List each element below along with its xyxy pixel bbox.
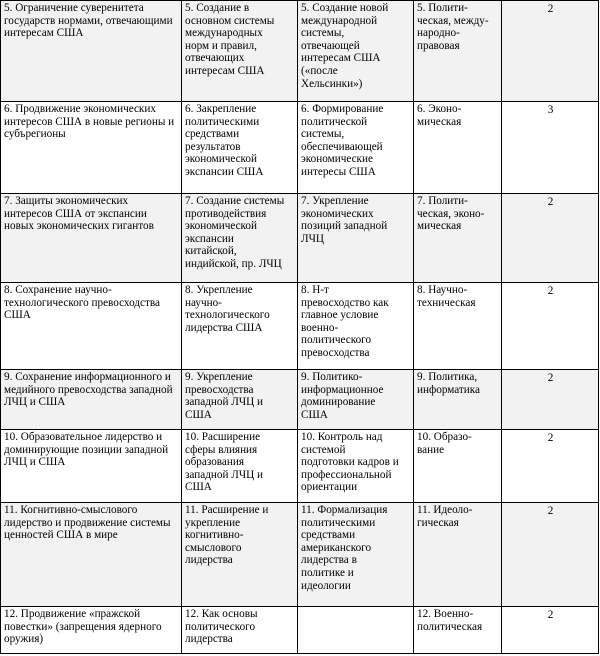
goal-cell: 8. Сохранение научно-технологического превосходства США — [1, 283, 182, 370]
task-cell: 6. Закрепление политическими средствами результатов экономической экспансии США — [182, 102, 298, 194]
goal-cell: 6. Продвижение экономических интересов США в новые регионы и субърегионы — [1, 102, 182, 194]
task-cell: 9. Укрепление превосходства западной ЛЧЦ и США — [182, 370, 298, 430]
priority-cell: 2 — [502, 194, 599, 283]
sphere-cell: 12. Военно- политическая — [414, 607, 502, 654]
sphere-cell: 10. Образо- вание — [414, 430, 502, 503]
sphere-cell: 11. Идеоло- гическая — [414, 503, 502, 607]
goal-cell: 5. Ограничение суверенитета государств нормами, отвечающими интересам США — [1, 1, 182, 102]
table-row — [1, 102, 599, 194]
priority-cell: 2 — [502, 607, 599, 654]
table-row — [1, 194, 599, 283]
means-cell: 11. Формализация политическими средствами американского лидерства в политике и идеологии — [298, 503, 414, 607]
priority-cell: 3 — [502, 102, 599, 194]
means-cell: 8. Н-т превосходство как главное условие военно- политического превосходства — [298, 283, 414, 370]
goal-cell: 10. Образовательное лидерство и доминирующие позиции западной ЛЧЦ и США — [1, 430, 182, 503]
task-cell: 11. Расширение и укрепление когнитивно- смыслового лидерства — [182, 503, 298, 607]
means-cell: 5. Создание новой международной системы, отвечающей интересам США («после Хельсинки») — [298, 1, 414, 102]
task-cell: 5. Создание в основном системы международных норм и правил, отвечающих интересам США — [182, 1, 298, 102]
sphere-cell: 9. Политика, информатика — [414, 370, 502, 430]
goal-cell: 9. Сохранение информационного и медийного превосходства западной ЛЧЦ и США — [1, 370, 182, 430]
sphere-cell: 7. Полити- ческая, эконо- мическая — [414, 194, 502, 283]
means-cell: 10. Контроль над системой подготовки кадров и профессиональной ориентации — [298, 430, 414, 503]
table-row — [1, 370, 599, 430]
task-cell: 7. Создание системы противодействия экономической экспансии китайской, индийской, пр. ЛЧЦ — [182, 194, 298, 283]
table-row — [1, 1, 599, 102]
priority-cell: 2 — [502, 430, 599, 503]
table-row — [1, 283, 599, 370]
task-cell: 8. Укрепление научно- технологического лидерства США — [182, 283, 298, 370]
goal-cell: 12. Продвижение «пражской повестки» (запрещения ядерного оружия) — [1, 607, 182, 654]
sphere-cell: 5. Полити- ческая, между- народно- правовая — [414, 1, 502, 102]
means-cell: 7. Укрепление экономических позиций западной ЛЧЦ — [298, 194, 414, 283]
table-row — [1, 430, 599, 503]
priority-cell: 2 — [502, 503, 599, 607]
priority-cell: 2 — [502, 370, 599, 430]
goal-cell: 11. Когнитивно-смыслового лидерство и продвижение системы ценностей США в мире — [1, 503, 182, 607]
means-cell: 6. Формирование политической системы, обеспечивающей экономические интересы США — [298, 102, 414, 194]
goal-cell: 7. Защиты экономических интересов США от экспансии новых экономических гигантов — [1, 194, 182, 283]
task-cell: 12. Как основы политического лидерства — [182, 607, 298, 654]
means-cell — [298, 607, 414, 654]
task-cell: 10. Расширение сферы влияния образования западной ЛЧЦ и США — [182, 430, 298, 503]
table-row — [1, 607, 599, 654]
means-cell: 9. Политико- информационное доминирование США — [298, 370, 414, 430]
priority-cell: 2 — [502, 283, 599, 370]
table-row — [1, 503, 599, 607]
sphere-cell: 8. Научно- техническая — [414, 283, 502, 370]
priority-cell: 2 — [502, 1, 599, 102]
sphere-cell: 6. Эконо- мическая — [414, 102, 502, 194]
